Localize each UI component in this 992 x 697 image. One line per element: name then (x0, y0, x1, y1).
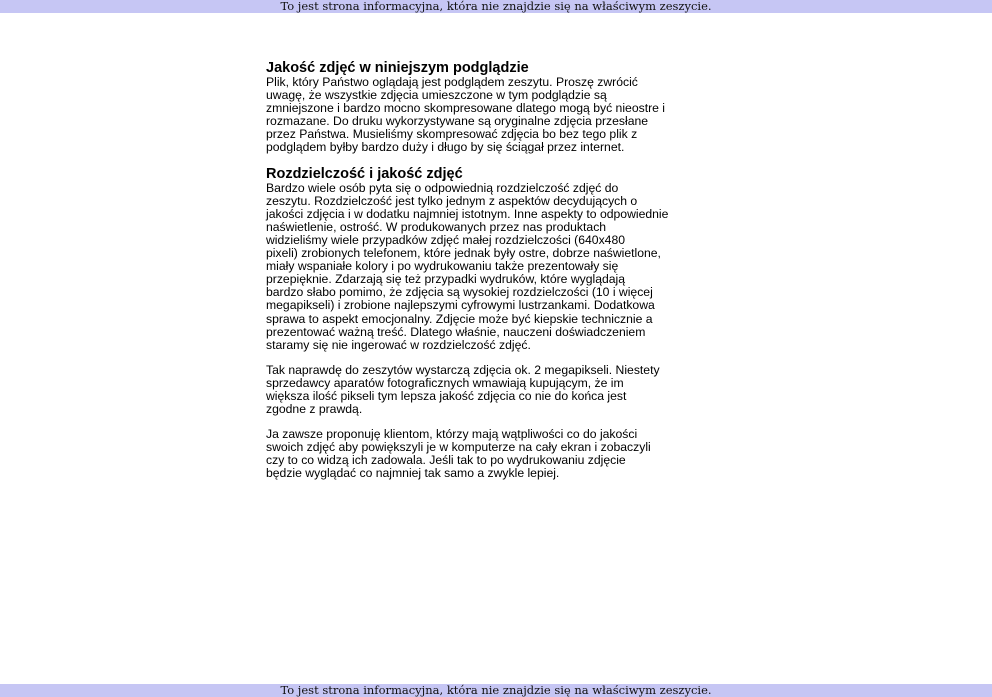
text-line: będzie wyglądać co najmniej tak samo a zwykle lepiej. (266, 466, 560, 481)
text-line: zgodne z prawdą. (266, 402, 363, 417)
document-content (266, 61, 736, 481)
text-line: sprawa to aspekt emocjonalny. Zdjęcie może być kiepskie technicznie a (266, 311, 653, 326)
text-line: większa ilość pikseli tym lepsza jakość zdjęcia co nie do końca jest (266, 388, 627, 403)
paragraph (266, 76, 736, 155)
info-banner-top: To jest strona informacyjna, która nie znajdzie się na właściwym zeszycie. (0, 0, 992, 13)
text-line: Ja zawsze proponuję klientom, którzy mają wątpliwości co do jakości (266, 427, 638, 442)
paragraph (266, 182, 736, 352)
text-line: Tak naprawdę do zeszytów wystarczą zdjęcia ok. 2 megapikseli. Niestety (266, 362, 660, 377)
text-line: pixeli) zrobionych telefonem, które jednak były ostre, dobrze naświetlone, (266, 246, 661, 261)
text-line: jakości zdjęcia i w dodatku najmniej istotnym. Inne aspekty to odpowiednie (266, 206, 669, 221)
section-photo-quality (266, 61, 736, 155)
text-line: widzieliśmy wiele przypadków zdjęć małej rozdzielczości (640x480 (266, 232, 625, 247)
paragraph (266, 364, 736, 416)
section-heading: Rozdzielczość i jakość zdjęć (266, 165, 463, 182)
paragraph (266, 428, 736, 480)
text-line: bardzo słabo pomimo, że zdjęcia są wysokiej rozdzielczości (10 i więcej (266, 285, 653, 300)
text-line: staramy się nie ingerować w rozdzielczość zdjęć. (266, 337, 531, 352)
text-line: podglądem byłby bardzo duży i długo by się ściągał przez internet. (266, 140, 625, 155)
text-line: uwagę, że wszystkie zdjęcia umieszczone w tym podglądzie są (266, 88, 607, 103)
text-line: miały wspaniałe kolory i po wydrukowaniu także prezentowały się (266, 259, 619, 274)
text-line: megapikseli) i zrobione najlepszymi cyfrowymi lustrzankami. Dodatkowa (266, 298, 655, 313)
text-line: zeszytu. Rozdzielczość jest tylko jednym z aspektów decydujących o (266, 193, 638, 208)
text-line: Bardzo wiele osób pyta się o odpowiednią rozdzielczość zdjęć do (266, 180, 619, 195)
text-line: przez Państwa. Musieliśmy skompresować zdjęcia bo bez tego plik z (266, 127, 638, 142)
text-line: rozmazane. Do druku wykorzystywane są oryginalne zdjęcia przesłane (266, 114, 649, 129)
section-resolution (266, 167, 736, 481)
info-banner-bottom: To jest strona informacyjna, która nie znajdzie się na właściwym zeszycie. (0, 684, 992, 697)
text-line: naświetlenie, ostrość. W produkowanych przez nas produktach (266, 219, 607, 234)
text-line: swoich zdjęć aby powiększyli je w komputerze na cały ekran i zobaczyli (266, 440, 651, 455)
text-line: czy to co widzą ich zadowala. Jeśli tak to po wydrukowaniu zdjęcie (266, 453, 626, 468)
text-line: przepięknie. Zdarzają się też przypadki wydruków, które wyglądają (266, 272, 626, 287)
text-line: zmniejszone i bardzo mocno skompresowane dlatego mogą być nieostre i (266, 101, 666, 116)
text-line: Plik, który Państwo oglądają jest podglądem zeszytu. Proszę zwrócić (266, 75, 638, 89)
text-line: prezentować ważną treść. Dlatego właśnie, nauczeni doświadczeniem (266, 324, 646, 339)
text-line: sprzedawcy aparatów fotograficznych wmawiają kupującym, że im (266, 375, 624, 390)
section-heading: Jakość zdjęć w niniejszym podglądzie (266, 60, 529, 76)
